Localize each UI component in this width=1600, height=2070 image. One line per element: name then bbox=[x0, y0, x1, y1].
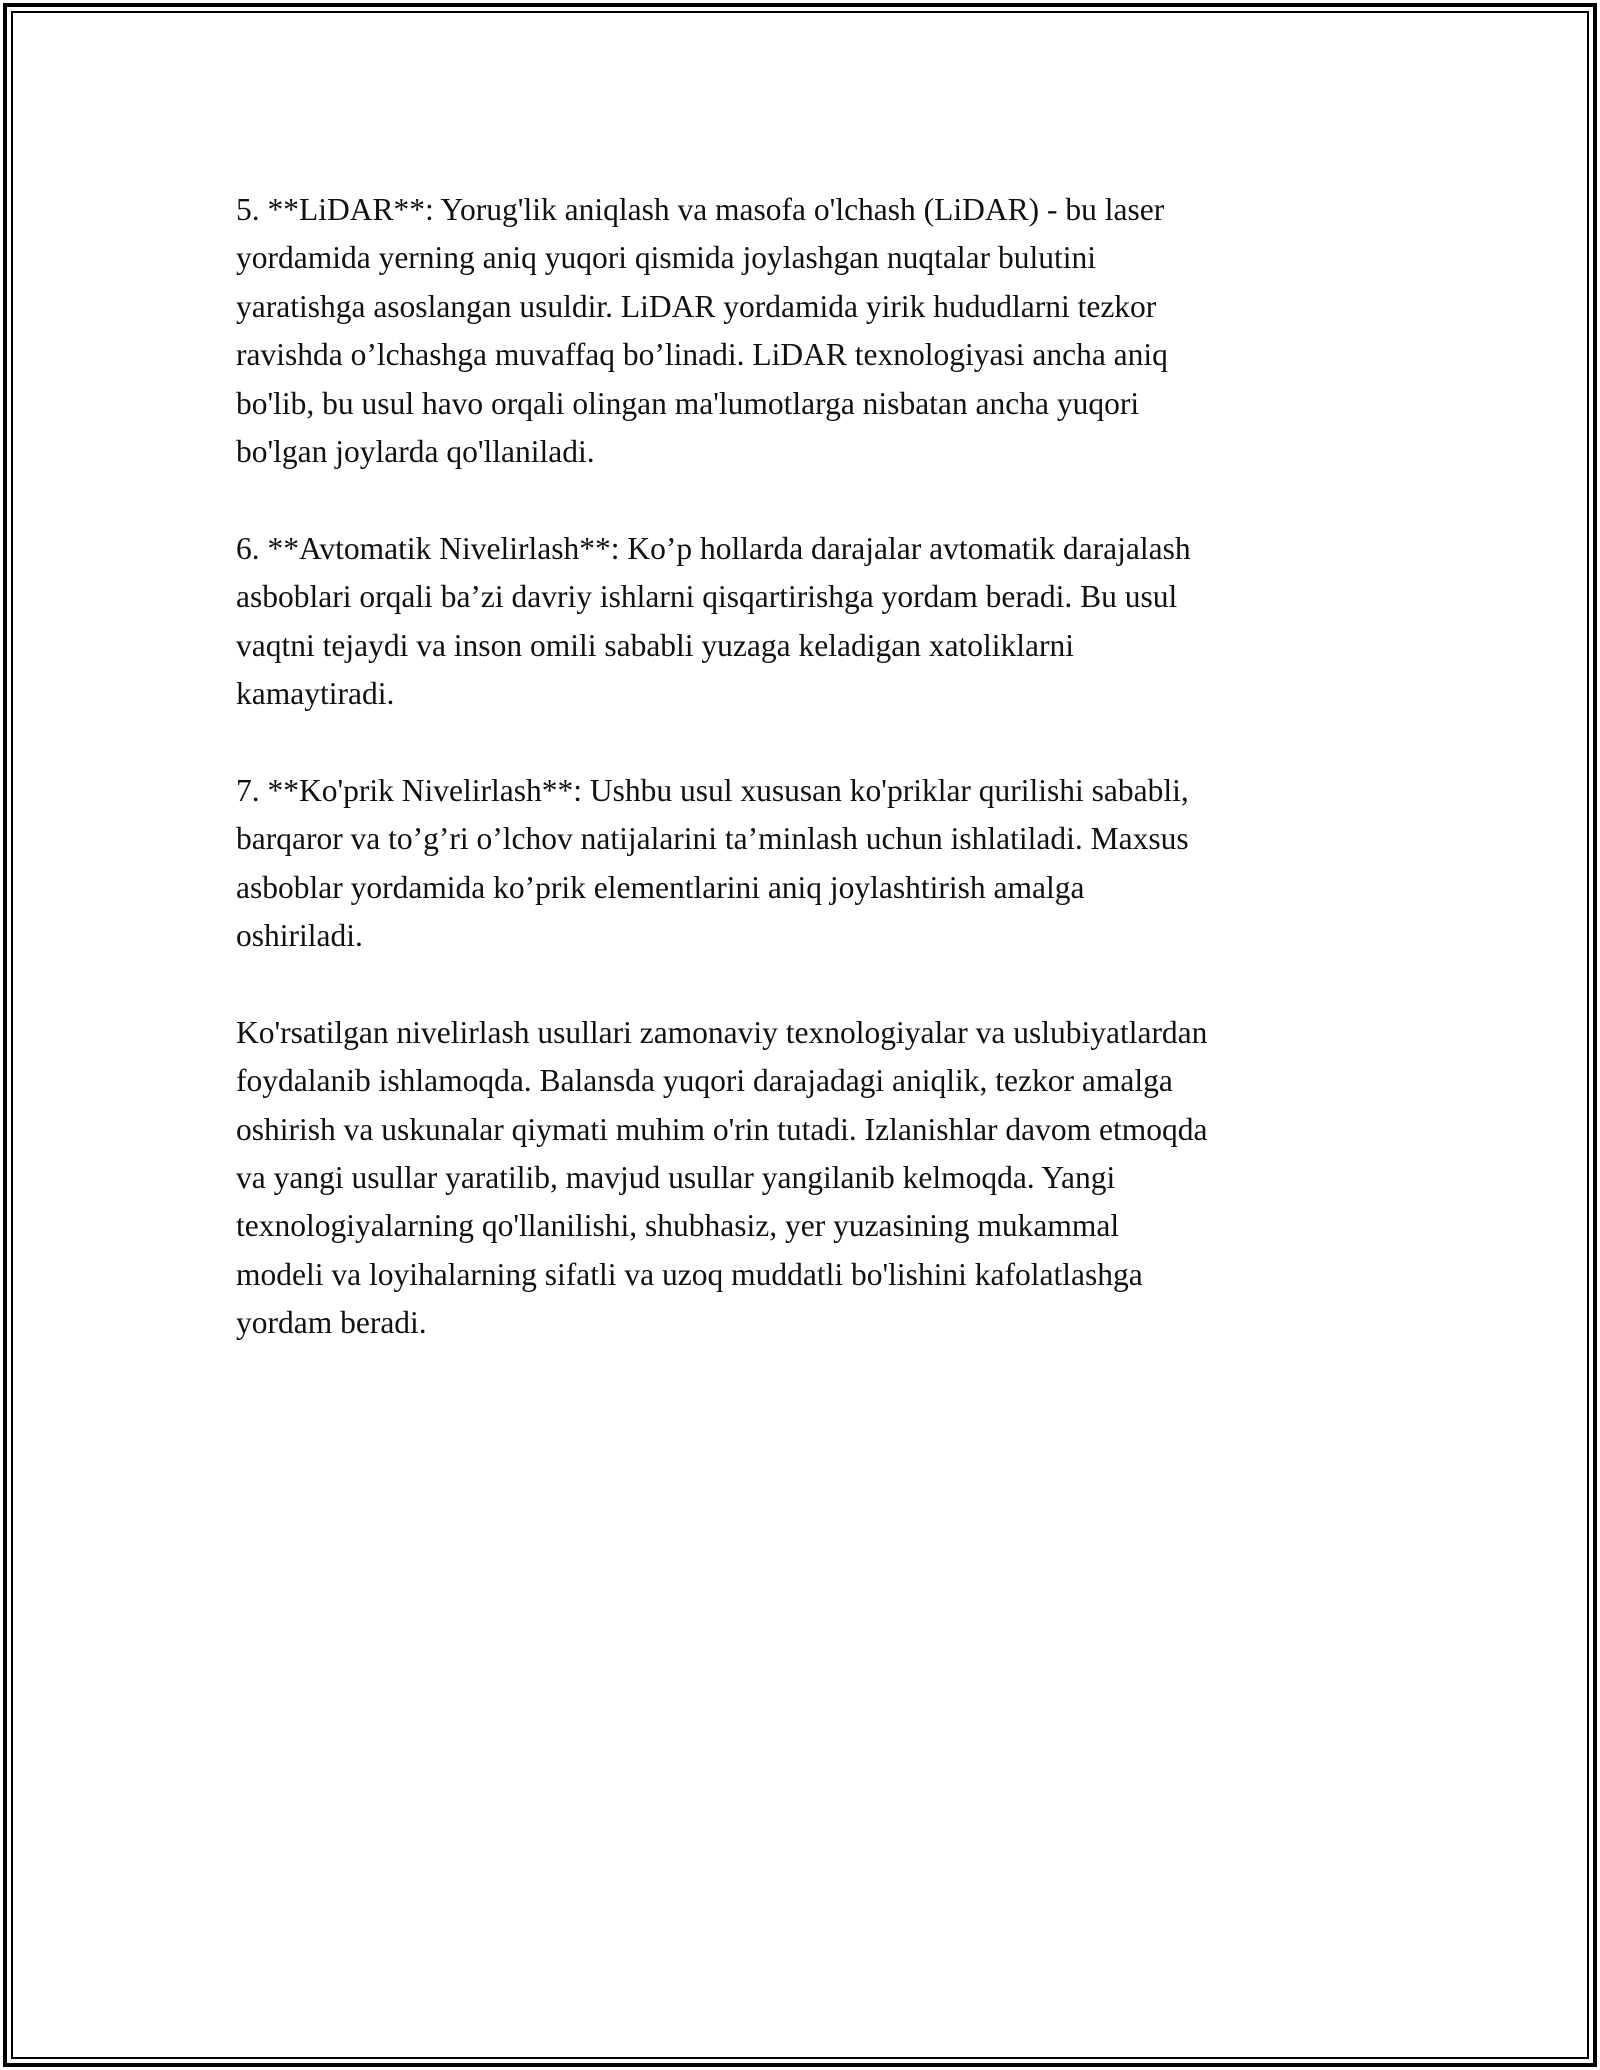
text-line: texnologiyalarning qo'llanilishi, shubhasiz, yer yuzasining mukammal bbox=[236, 1208, 1120, 1244]
text-line: yordam beradi. bbox=[236, 1305, 427, 1341]
text-line: oshirish va uskunalar qiymati muhim o'rin tutadi. Izlanishlar davom etmoqda bbox=[236, 1111, 1208, 1147]
text-line: bo'lib, bu usul havo orqali olingan ma'lumotlarga nisbatan ancha yuqori bbox=[236, 385, 1140, 421]
document-body bbox=[236, 186, 1386, 1396]
paragraph-lidar bbox=[236, 186, 1386, 476]
text-line: 5. **LiDAR**: Yorug'lik aniqlash va masofa o'lchash (LiDAR) - bu laser bbox=[236, 192, 1165, 227]
text-line: ravishda o’lchashga muvaffaq bo’linadi. LiDAR texnologiyasi ancha aniq bbox=[236, 337, 1168, 373]
text-line: yaratishga asoslangan usuldir. LiDAR yordamida yirik hududlarni tezkor bbox=[236, 288, 1157, 324]
paragraph-koprik-nivelirlash bbox=[236, 767, 1386, 961]
text-line: asboblar yordamida ko’prik elementlarini aniq joylashtirish amalga bbox=[236, 869, 1085, 905]
text-line: asboblari orqali ba’zi davriy ishlarni qisqartirishga yordam beradi. Bu usul bbox=[236, 579, 1178, 615]
text-line: 7. **Ko'prik Nivelirlash**: Ushbu usul xususan ko'priklar qurilishi sababli, bbox=[236, 772, 1189, 808]
paragraph-avtomatik-nivelirlash bbox=[236, 525, 1386, 719]
text-line: bo'lgan joylarda qo'llaniladi. bbox=[236, 434, 595, 470]
text-line: foydalanib ishlamoqda. Balansda yuqori darajadagi aniqlik, tezkor amalga bbox=[236, 1063, 1173, 1099]
text-line: yordamida yerning aniq yuqori qismida joylashgan nuqtalar bulutini bbox=[236, 240, 1096, 276]
text-line: Ko'rsatilgan nivelirlash usullari zamonaviy texnologiyalar va uslubiyatlardan bbox=[236, 1014, 1208, 1050]
text-line: va yangi usullar yaratilib, mavjud usullar yangilanib kelmoqda. Yangi bbox=[236, 1160, 1116, 1196]
text-line: barqaror va to’g’ri o’lchov natijalarini ta’minlash uchun ishlatiladi. Maxsus bbox=[236, 821, 1189, 857]
text-line: vaqtni tejaydi va inson omili sababli yuzaga keladigan xatoliklarni bbox=[236, 627, 1075, 663]
text-line: oshiriladi. bbox=[236, 918, 363, 954]
text-line: 6. **Avtomatik Nivelirlash**: Ko’p hollarda darajalar avtomatik darajalash bbox=[236, 530, 1191, 566]
paragraph-conclusion bbox=[236, 1009, 1386, 1348]
text-line: modeli va loyihalarning sifatli va uzoq muddatli bo'lishini kafolatlashga bbox=[236, 1256, 1143, 1292]
text-line: kamaytiradi. bbox=[236, 676, 395, 712]
